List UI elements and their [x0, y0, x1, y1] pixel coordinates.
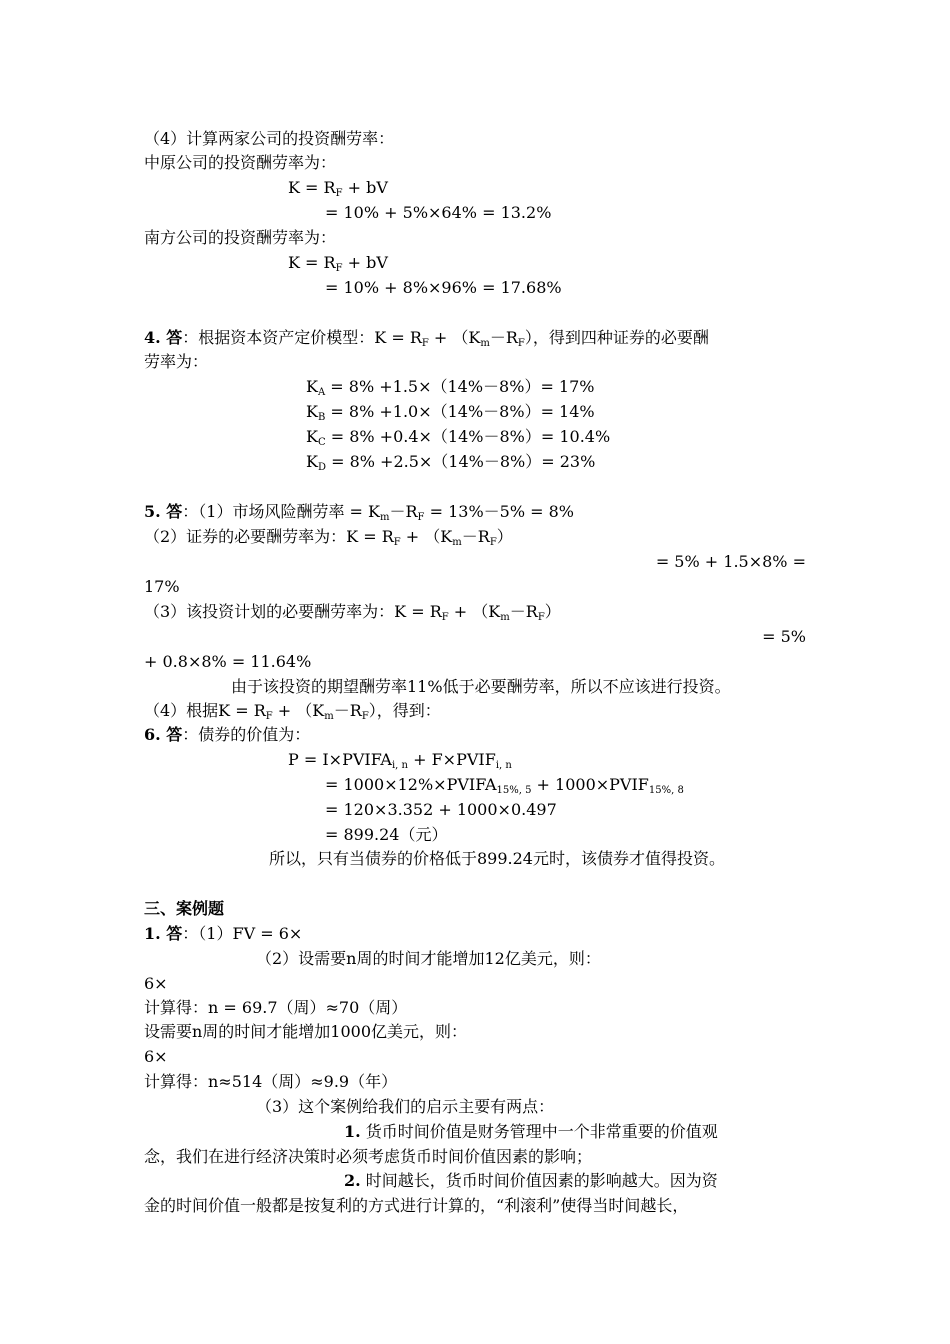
q4-row-a: $K_A = 8\% +1.5\times(14\%-8\%)= 17\%$ [306, 377, 595, 398]
case-q1-calc2: 计算得：n≈514（周）≈9.9（年） [144, 1072, 398, 1091]
zhongyuan-formula: $K = R_F$ + bV [288, 178, 388, 199]
q6-conclusion: 所以，只有当债券的价格低于899.24元时，该债券才值得投资。 [269, 849, 725, 868]
case-q1-six-a: 6× [144, 974, 168, 993]
case-q1-part2: （2）设需要n周的时间才能增加12亿美元，则： [256, 949, 601, 968]
insight-point1: 1. 货币时间价值是财务管理中一个非常重要的价值观 [344, 1122, 718, 1141]
insight-point1-cont: 念，我们在进行经济决策时必须考虑货币时间价值因素的影响； [144, 1147, 593, 1166]
q5-part2-result: 17% [144, 577, 180, 596]
zhongyuan-label: 中原公司的投资酬劳率为： [144, 153, 337, 172]
q4-row-d: $K_D = 8\% +2.5\times(14\%-8\%)= 23\%$ [306, 452, 596, 473]
case-q1-calc1: 计算得：n = 69.7（周）≈70（周） [144, 998, 408, 1017]
q5-part3: （3）该投资计划的必要酬劳率为：$K = R_F + (K_m-R_F)$ [144, 602, 561, 623]
q5-part3-calc: = 5% [762, 627, 806, 646]
q5-part1: 5. 答：（1）市场风险酬劳率 = $K_m-R_F = 13\%-5\% = 8\%$ [144, 502, 574, 523]
nanfang-calc: = 10% + 8%×96% = 17.68% [325, 278, 562, 297]
insight-point2: 2. 时间越长，货币时间价值因素的影响越大。因为资 [344, 1171, 718, 1190]
case-q1-part4: （3）这个案例给我们的启示主要有两点： [256, 1097, 555, 1116]
case-q1-six-b: 6× [144, 1047, 168, 1066]
q4-intro: 4. 答：根据资本资产定价模型：$K = R_F + (K_m-R_F)$，得到四种证券的必要酬 [144, 328, 709, 349]
q5-part3-result: + 0.8×8% = 11.64% [144, 652, 312, 671]
q5-part4: （4）根据$K = R_F + (K_m-R_F)$，得到： [144, 701, 441, 722]
q5-part3-note: 由于该投资的期望酬劳率11%低于必要酬劳率，所以不应该进行投资。 [231, 677, 731, 696]
q6-line1: $P = I\times PVIFA_{i, n}$ + $F\times PVIF_{i, n}$ [288, 750, 512, 771]
case-q1-part1: 1. 答：（1）FV = 6× [144, 924, 303, 943]
q5-part2: （2）证券的必要酬劳率为：$K = R_F + (K_m-R_F)$ [144, 527, 513, 548]
zhongyuan-calc: = 10% + 5%×64% = 13.2% [325, 203, 552, 222]
q4-row-b: $K_B = 8\% +1.0\times(14\%-8\%)= 14\%$ [306, 402, 595, 423]
q4-row-c: $K_C = 8\% +0.4\times(14\%-8\%)= 10.4\%$ [306, 427, 611, 448]
nanfang-label: 南方公司的投资酬劳率为： [144, 228, 337, 247]
case-section-title: 三、案例题 [144, 899, 225, 918]
case-q1-part3: 设需要n周的时间才能增加1000亿美元，则： [144, 1022, 468, 1041]
q4-intro-cont: 劳率为： [144, 352, 209, 371]
q6-line4: = 899.24（元） [325, 825, 448, 844]
q6-intro: 6. 答：债券的价值为： [144, 725, 311, 744]
q6-line3: = 120×3.352 + 1000×0.497 [325, 800, 557, 819]
q3-part4-heading: （4）计算两家公司的投资酬劳率： [144, 129, 395, 148]
q6-line2: = $1000\times 12\%\times PVIFA_{15\%, 5}$ + $1000\times PVIF_{15\%, 8}$ [325, 775, 684, 796]
insight-point2-cont: 金的时间价值一般都是按复利的方式进行计算的，“利滚利”使得当时间越长， [144, 1196, 689, 1215]
q5-part2-calc: = 5% + 1.5×8% = [655, 552, 806, 571]
nanfang-formula: $K = R_F$ + bV [288, 253, 388, 274]
